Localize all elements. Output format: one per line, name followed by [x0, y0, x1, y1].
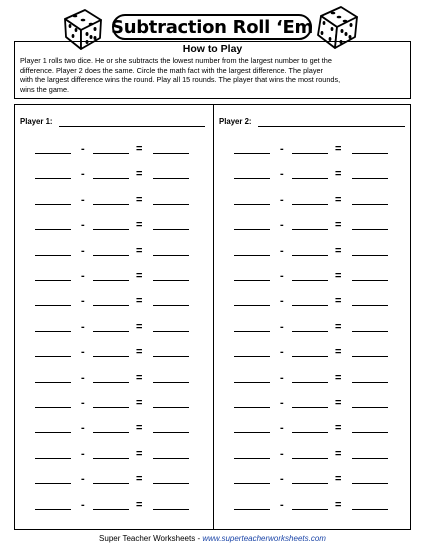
equation-row — [214, 447, 412, 459]
minus-sign: - — [81, 473, 85, 486]
difference-blank[interactable] — [352, 153, 388, 154]
equation-row — [15, 269, 213, 281]
equation-row — [214, 269, 412, 281]
subtrahend-blank[interactable] — [93, 229, 129, 230]
equals-sign: = — [136, 371, 143, 384]
difference-blank[interactable] — [352, 509, 388, 510]
minuend-blank[interactable] — [234, 204, 270, 205]
minuend-blank[interactable] — [234, 153, 270, 154]
equation-row — [15, 345, 213, 357]
equation-row — [214, 320, 412, 332]
score-sheet — [14, 104, 411, 530]
subtrahend-blank[interactable] — [292, 305, 328, 306]
page-title: Subtraction Roll ‘Em — [112, 14, 312, 40]
minus-sign: - — [81, 447, 85, 460]
minus-sign: - — [280, 371, 284, 384]
difference-blank[interactable] — [153, 331, 189, 332]
equation-row — [214, 498, 412, 510]
equation-row — [15, 447, 213, 459]
equation-row — [214, 371, 412, 383]
equals-sign: = — [335, 346, 342, 359]
equals-sign: = — [335, 498, 342, 511]
minus-sign: - — [280, 143, 284, 155]
subtrahend-blank[interactable] — [292, 229, 328, 230]
equation-row — [214, 167, 412, 179]
equals-sign: = — [335, 143, 342, 155]
difference-blank[interactable] — [153, 458, 189, 459]
difference-blank[interactable] — [352, 458, 388, 459]
how-to-play-line: with the largest difference wins the round. Play all 15 rounds. The player that wins the most rounds, — [20, 75, 341, 85]
subtrahend-blank[interactable] — [292, 356, 328, 357]
equals-sign: = — [136, 447, 143, 460]
minuend-blank[interactable] — [234, 305, 270, 306]
equation-row — [15, 218, 213, 230]
equals-sign: = — [335, 473, 342, 486]
equation-row — [214, 244, 412, 256]
how-to-play-box — [14, 41, 411, 99]
subtrahend-blank[interactable] — [292, 331, 328, 332]
minus-sign: - — [280, 397, 284, 409]
how-to-play-line: wins the game. — [20, 84, 70, 94]
equals-sign: = — [136, 270, 143, 282]
difference-blank[interactable] — [153, 509, 189, 510]
how-to-play-heading: How to Play — [182, 43, 243, 55]
difference-blank[interactable] — [153, 382, 189, 383]
minuend-blank[interactable] — [234, 483, 270, 484]
equals-sign: = — [136, 397, 143, 409]
equation-row — [15, 142, 213, 154]
minuend-blank[interactable] — [234, 280, 270, 281]
equals-sign: = — [136, 295, 143, 308]
minuend-blank[interactable] — [35, 458, 71, 459]
minus-sign: - — [81, 397, 85, 409]
equals-sign: = — [335, 371, 342, 384]
difference-blank[interactable] — [352, 204, 388, 205]
minus-sign: - — [81, 193, 85, 206]
minuend-blank[interactable] — [35, 483, 71, 484]
equals-sign: = — [136, 244, 143, 257]
minuend-blank[interactable] — [35, 356, 71, 357]
equals-sign: = — [136, 422, 143, 435]
minuend-blank[interactable] — [234, 255, 270, 256]
minuend-blank[interactable] — [234, 178, 270, 179]
minus-sign: - — [280, 168, 284, 181]
minuend-blank[interactable] — [234, 229, 270, 230]
subtrahend-blank[interactable] — [292, 483, 328, 484]
player-2-name-field[interactable] — [258, 126, 405, 127]
minus-sign: - — [280, 244, 284, 257]
difference-blank[interactable] — [352, 331, 388, 332]
equation-row — [15, 498, 213, 510]
equation-row — [214, 193, 412, 205]
equation-row — [15, 167, 213, 179]
minus-sign: - — [280, 219, 284, 232]
difference-blank[interactable] — [153, 204, 189, 205]
equals-sign: = — [136, 473, 143, 486]
minus-sign: - — [81, 320, 85, 333]
equation-row — [15, 294, 213, 306]
difference-blank[interactable] — [153, 407, 189, 408]
how-to-play-text — [20, 56, 405, 94]
how-to-play-line: difference. Player 2 does the same. Circle the math fact with the largest difference. The player — [20, 65, 323, 75]
equation-row — [15, 371, 213, 383]
minus-sign: - — [81, 346, 85, 359]
minus-sign: - — [81, 168, 85, 181]
minus-sign: - — [81, 371, 85, 384]
minus-sign: - — [280, 295, 284, 308]
equation-row — [214, 396, 412, 408]
minus-sign: - — [280, 498, 284, 511]
minuend-blank[interactable] — [35, 204, 71, 205]
player-2-label: Player 2: — [219, 117, 252, 126]
difference-blank[interactable] — [153, 483, 189, 484]
equals-sign: = — [136, 143, 143, 155]
difference-blank[interactable] — [352, 407, 388, 408]
minuend-blank[interactable] — [35, 331, 71, 332]
minuend-blank[interactable] — [35, 407, 71, 408]
difference-blank[interactable] — [352, 382, 388, 383]
equation-row — [15, 421, 213, 433]
minuend-blank[interactable] — [234, 432, 270, 433]
minuend-blank[interactable] — [35, 305, 71, 306]
subtrahend-blank[interactable] — [93, 407, 129, 408]
subtrahend-blank[interactable] — [292, 255, 328, 256]
difference-blank[interactable] — [352, 229, 388, 230]
equation-row — [214, 472, 412, 484]
equals-sign: = — [335, 422, 342, 435]
subtrahend-blank[interactable] — [292, 509, 328, 510]
minuend-blank[interactable] — [35, 432, 71, 433]
minuend-blank[interactable] — [35, 229, 71, 230]
equals-sign: = — [335, 270, 342, 282]
footer-link[interactable]: www.superteacherworksheets.com — [202, 534, 326, 543]
subtrahend-blank[interactable] — [93, 280, 129, 281]
subtrahend-blank[interactable] — [292, 153, 328, 154]
equals-sign: = — [136, 498, 143, 511]
difference-blank[interactable] — [153, 229, 189, 230]
minuend-blank[interactable] — [35, 280, 71, 281]
minus-sign: - — [280, 193, 284, 206]
minus-sign: - — [81, 498, 85, 511]
difference-blank[interactable] — [352, 356, 388, 357]
difference-blank[interactable] — [153, 153, 189, 154]
minuend-blank[interactable] — [35, 255, 71, 256]
equals-sign: = — [335, 447, 342, 460]
minuend-blank[interactable] — [234, 331, 270, 332]
minuend-blank[interactable] — [234, 509, 270, 510]
equals-sign: = — [335, 219, 342, 232]
difference-blank[interactable] — [352, 483, 388, 484]
equals-sign: = — [335, 193, 342, 206]
minus-sign: - — [81, 270, 85, 282]
minus-sign: - — [280, 270, 284, 282]
difference-blank[interactable] — [352, 432, 388, 433]
minus-sign: - — [81, 219, 85, 232]
subtrahend-blank[interactable] — [292, 178, 328, 179]
difference-blank[interactable] — [153, 432, 189, 433]
minus-sign: - — [280, 447, 284, 460]
footer — [0, 534, 425, 543]
minuend-blank[interactable] — [234, 356, 270, 357]
subtrahend-blank[interactable] — [93, 305, 129, 306]
difference-blank[interactable] — [352, 178, 388, 179]
equals-sign: = — [136, 168, 143, 181]
equals-sign: = — [136, 219, 143, 232]
subtrahend-blank[interactable] — [93, 356, 129, 357]
subtrahend-blank[interactable] — [93, 331, 129, 332]
equals-sign: = — [335, 320, 342, 333]
equation-row — [15, 472, 213, 484]
minuend-blank[interactable] — [234, 458, 270, 459]
subtrahend-blank[interactable] — [93, 483, 129, 484]
equals-sign: = — [136, 320, 143, 333]
minus-sign: - — [280, 320, 284, 333]
equation-row — [15, 396, 213, 408]
equation-row — [15, 320, 213, 332]
minus-sign: - — [280, 473, 284, 486]
equation-row — [15, 244, 213, 256]
minuend-blank[interactable] — [35, 153, 71, 154]
player-1-name-field[interactable] — [59, 126, 205, 127]
equation-row — [214, 218, 412, 230]
equation-row — [214, 294, 412, 306]
difference-blank[interactable] — [153, 280, 189, 281]
subtrahend-blank[interactable] — [93, 509, 129, 510]
minus-sign: - — [81, 422, 85, 435]
subtrahend-blank[interactable] — [292, 280, 328, 281]
subtrahend-blank[interactable] — [93, 153, 129, 154]
subtrahend-blank[interactable] — [292, 458, 328, 459]
subtrahend-blank[interactable] — [93, 458, 129, 459]
equals-sign: = — [335, 295, 342, 308]
minuend-blank[interactable] — [35, 509, 71, 510]
equals-sign: = — [335, 168, 342, 181]
subtrahend-blank[interactable] — [93, 255, 129, 256]
subtrahend-blank[interactable] — [93, 204, 129, 205]
subtrahend-blank[interactable] — [93, 432, 129, 433]
minus-sign: - — [81, 143, 85, 155]
equals-sign: = — [335, 244, 342, 257]
difference-blank[interactable] — [352, 305, 388, 306]
difference-blank[interactable] — [352, 255, 388, 256]
equation-row — [214, 345, 412, 357]
equation-row — [214, 421, 412, 433]
difference-blank[interactable] — [352, 280, 388, 281]
player-1-label: Player 1: — [20, 117, 53, 126]
equals-sign: = — [136, 346, 143, 359]
subtrahend-blank[interactable] — [93, 178, 129, 179]
difference-blank[interactable] — [153, 356, 189, 357]
minuend-blank[interactable] — [234, 407, 270, 408]
minuend-blank[interactable] — [234, 382, 270, 383]
minus-sign: - — [81, 244, 85, 257]
minus-sign: - — [81, 295, 85, 308]
equation-row — [15, 193, 213, 205]
equals-sign: = — [335, 397, 342, 409]
subtrahend-blank[interactable] — [292, 204, 328, 205]
how-to-play-line: Player 1 rolls two dice. He or she subtracts the lowest number from the largest number to get the — [20, 56, 332, 65]
minuend-blank[interactable] — [35, 382, 71, 383]
difference-blank[interactable] — [153, 178, 189, 179]
subtrahend-blank[interactable] — [93, 382, 129, 383]
minuend-blank[interactable] — [35, 178, 71, 179]
equals-sign: = — [136, 193, 143, 206]
subtrahend-blank[interactable] — [292, 432, 328, 433]
subtrahend-blank[interactable] — [292, 382, 328, 383]
equation-row — [214, 142, 412, 154]
footer-text: Super Teacher Worksheets - — [99, 534, 203, 543]
difference-blank[interactable] — [153, 305, 189, 306]
minus-sign: - — [280, 346, 284, 359]
minus-sign: - — [280, 422, 284, 435]
subtrahend-blank[interactable] — [292, 407, 328, 408]
difference-blank[interactable] — [153, 255, 189, 256]
